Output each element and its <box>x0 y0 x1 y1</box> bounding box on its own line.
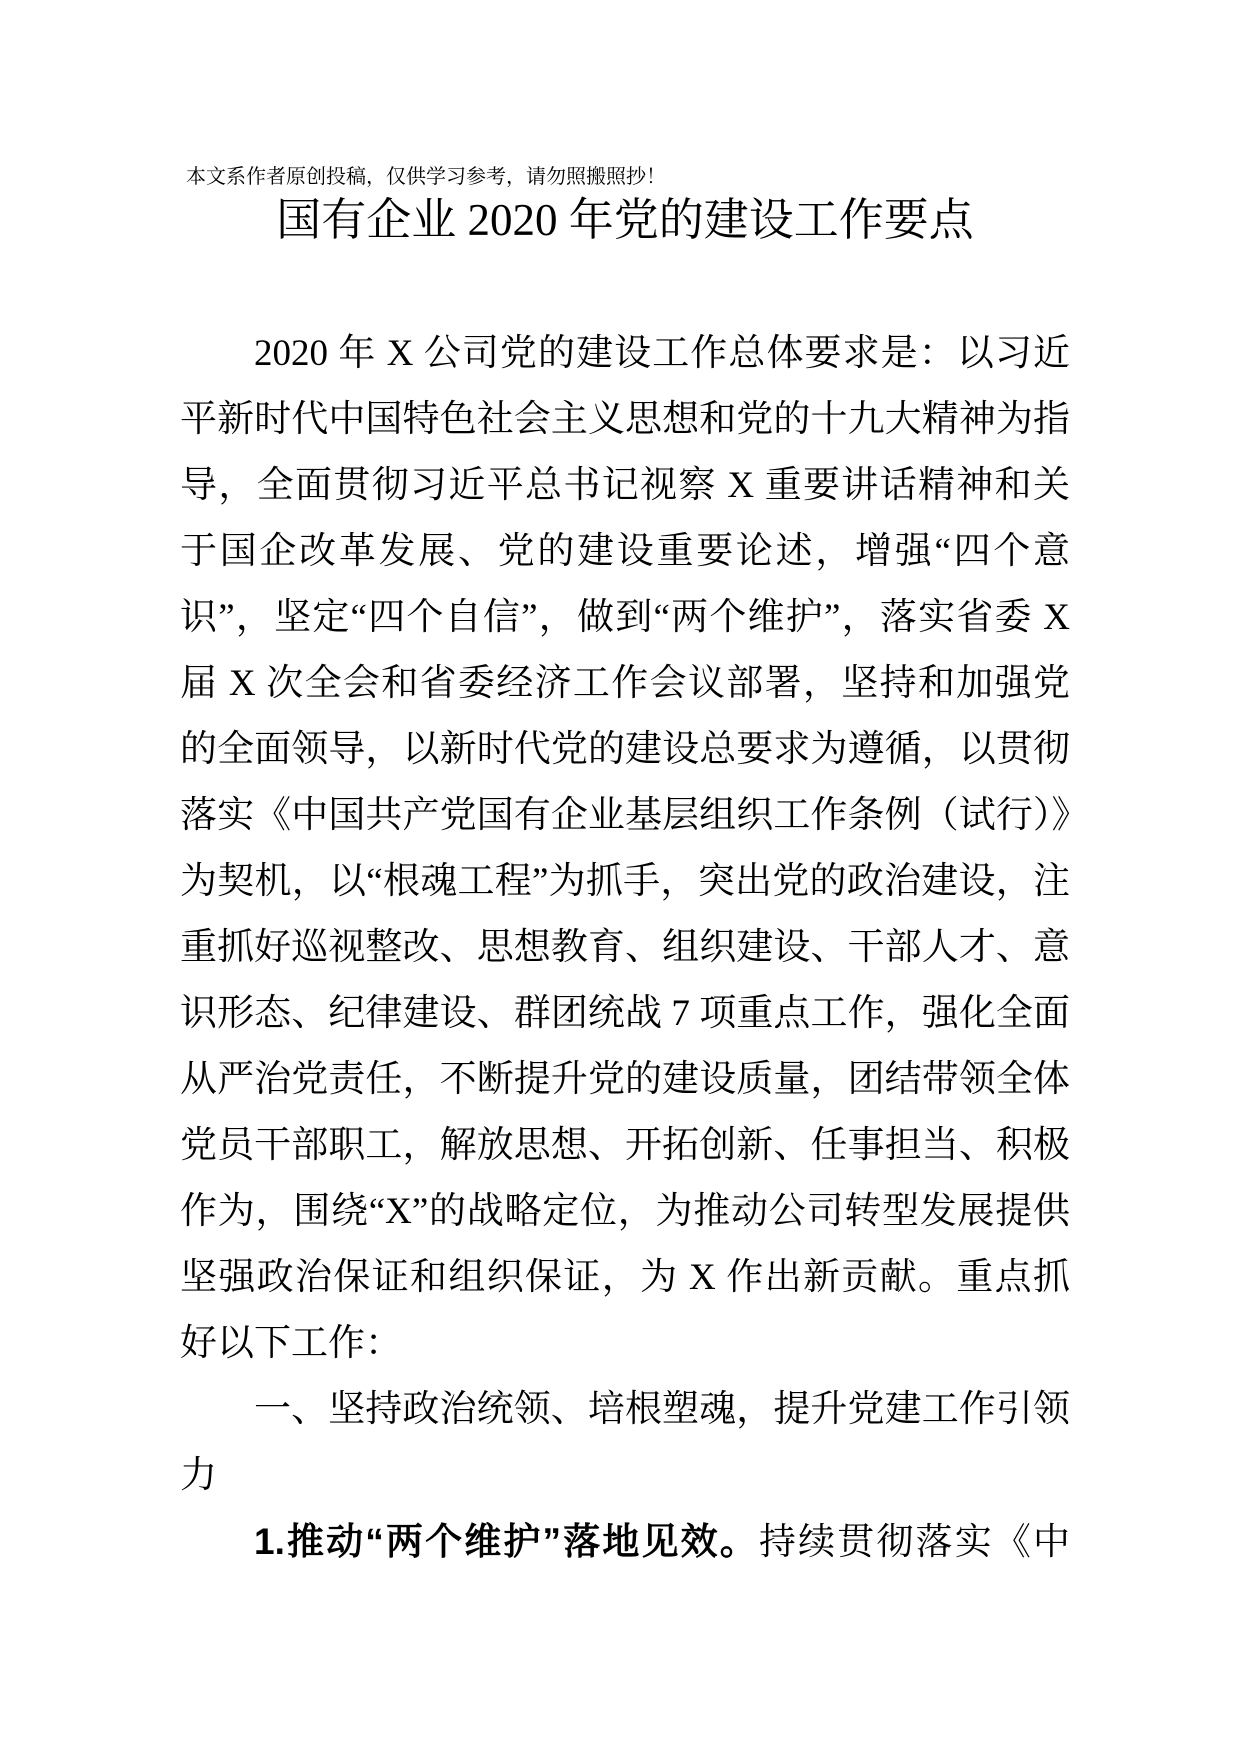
item-1-paragraph <box>180 1509 1070 1576</box>
section-1-heading: 一、坚持政治统领、培根塑魂，提升党建工作引领力 <box>180 1389 1070 1496</box>
document-content <box>180 165 1070 1576</box>
document-title: 国有企业 2020 年党的建设工作要点 <box>276 195 974 245</box>
item-1-lead-bold: 1.推动“两个维护”落地见效。 <box>254 1521 759 1562</box>
author-notice: 本文系作者原创投稿，仅供学习参考，请勿照搬照抄！ <box>186 166 666 188</box>
item-1-body-text: 持续贯彻落实《中 <box>758 1522 1070 1563</box>
intro-paragraph: 2020 年 X 公司党的建设工作总体要求是：以习近平新时代中国特色社会主义思想和党的十九大精神为指导，全面贯彻习近平总书记视察 X 重要讲话精神和关于国企改革发展、党的建设重要论述，增强“四个意识”，坚定“四个自信”，做到“两个维护”，落实省委 X 届 X 次全会和省委经济工作会议部署，坚持和加强党的全面领导，以新时代党的建设总要求为遵循，以贯彻落实《中国共产党国有企业基层组织工作条例（试行）》为契机，以“根魂工程”为抓手，突出党的政治建设，注重抓好巡视整改、思想教育、组织建设、干部人才、意识形态、纪律建设、群团统战 7 项重点工作，强化全面从严治党责任，不断提升党的建设质量，团结带领全体党员干部职工，解放思想、开拓创新、任事担当、积极作为，围绕“X”的战略定位，为推动公司转型发展提供坚强政治保证和组织保证，为 X 作出新贡献。重点抓好以下工作： <box>180 333 1070 1364</box>
